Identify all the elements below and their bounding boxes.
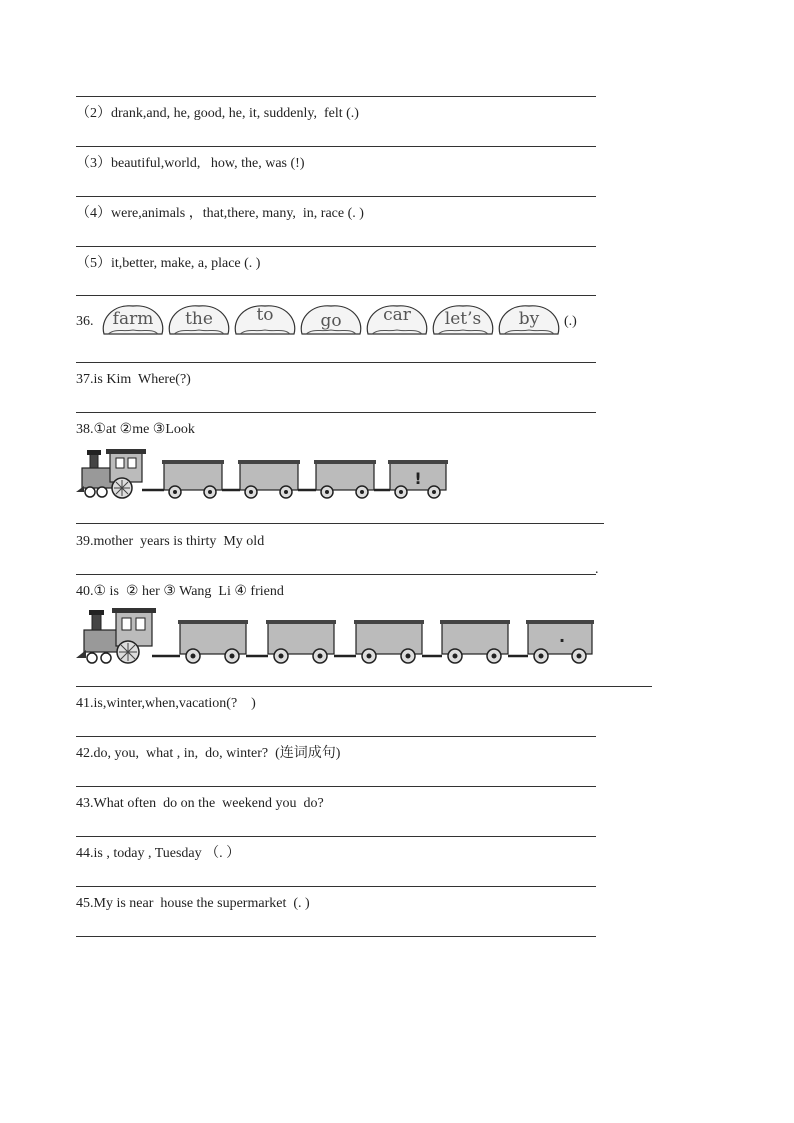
answer-line bbox=[76, 146, 596, 147]
word-peach bbox=[430, 300, 496, 338]
question-37: 37.is Kim Where(?) bbox=[76, 372, 191, 387]
question-40: 40.① is ② her ③ Wang Li ④ friend bbox=[76, 584, 284, 599]
answer-line bbox=[76, 574, 596, 575]
question-35-3: （3）beautiful,world, how, the, was (!) bbox=[76, 156, 305, 171]
train-40 bbox=[76, 606, 596, 666]
question-43: 43.What often do on the weekend you do? bbox=[76, 796, 324, 811]
train-40-last-car-mark: . bbox=[558, 627, 566, 646]
answer-line bbox=[76, 686, 652, 687]
word-peach bbox=[496, 300, 562, 338]
word-peach bbox=[100, 300, 166, 338]
answer-line bbox=[76, 786, 596, 787]
word-lets: let’s bbox=[444, 309, 482, 329]
word-peach bbox=[232, 300, 298, 338]
word-car: car bbox=[383, 305, 411, 325]
question-41: 41.is,winter,when,vacation(? ) bbox=[76, 696, 256, 711]
question-39: 39.mother years is thirty My old bbox=[76, 534, 265, 549]
train-38-last-car-mark: ! bbox=[414, 469, 422, 488]
answer-line bbox=[76, 246, 596, 247]
answer-line bbox=[76, 936, 596, 937]
question-36-word-peaches bbox=[76, 296, 636, 340]
answer-line bbox=[76, 736, 596, 737]
answer-line bbox=[76, 412, 596, 413]
answer-line bbox=[76, 836, 596, 837]
word-peach bbox=[364, 300, 430, 338]
question-35-5: （5）it,better, make, a, place (. ) bbox=[76, 256, 261, 271]
question-45: 45.My is near house the supermarket (. ) bbox=[76, 896, 310, 911]
stray-dot: . bbox=[595, 562, 599, 577]
question-44: 44.is , today , Tuesday （. ） bbox=[76, 846, 241, 861]
answer-line bbox=[76, 362, 596, 363]
answer-line bbox=[76, 523, 604, 524]
answer-line bbox=[76, 196, 596, 197]
word-by: by bbox=[518, 309, 540, 329]
word-the: the bbox=[185, 309, 213, 329]
answer-line bbox=[76, 886, 596, 887]
answer-line bbox=[76, 96, 596, 97]
word-peach bbox=[298, 300, 364, 338]
question-36-end-punct: (.) bbox=[564, 314, 577, 329]
word-to: to bbox=[256, 305, 274, 325]
word-farm: farm bbox=[112, 309, 154, 329]
word-peach bbox=[166, 300, 232, 338]
question-38: 38.①at ②me ③Look bbox=[76, 422, 195, 437]
question-35-2: （2）drank,and, he, good, he, it, suddenly, felt (.) bbox=[76, 106, 359, 121]
question-42: 42.do, you, what , in, do, winter? (连词成句) bbox=[76, 746, 341, 761]
question-35-4: （4）were,animals ，that,there, many, in, race (. ) bbox=[76, 206, 364, 221]
question-36-number: 36. bbox=[76, 314, 94, 329]
train-38 bbox=[76, 446, 450, 500]
word-go: go bbox=[320, 311, 342, 331]
